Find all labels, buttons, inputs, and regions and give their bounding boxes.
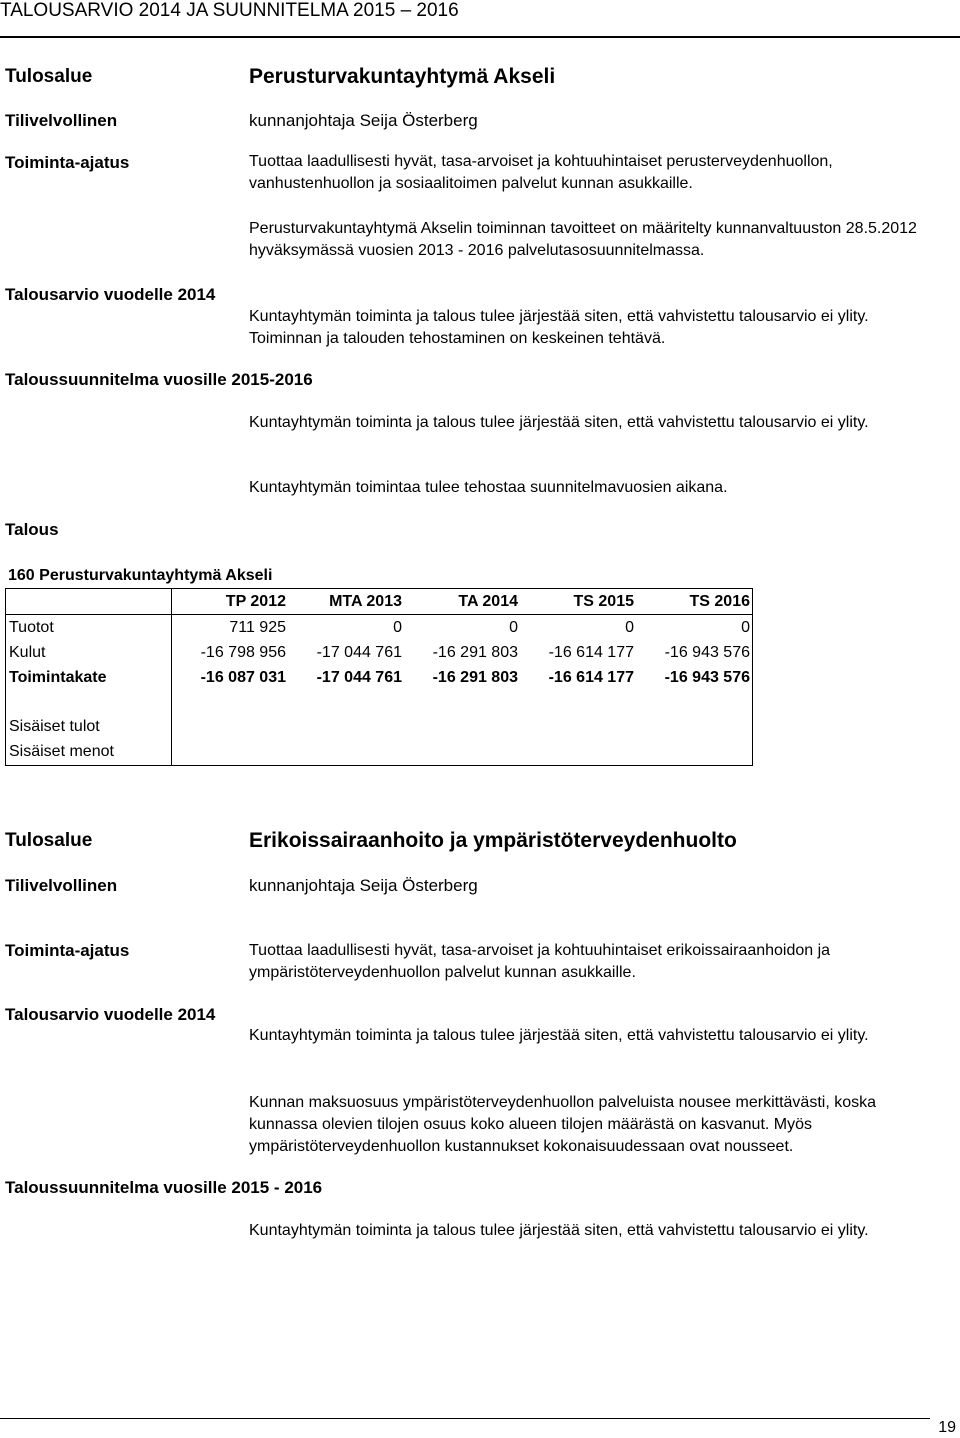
table-row-total bbox=[6, 665, 753, 690]
tavoitteet-text: Perusturvakuntayhtymä Akselin toiminnan tavoitteet on määritelty kunnanvaltuuston 28.5.2012 hyväksymässä vuosien 2013 - 2016 palvelutasosuunnitelmassa. bbox=[249, 220, 917, 259]
taloussuunnitelma-label: Taloussuunnitelma vuosille 2015-2016 bbox=[5, 370, 313, 389]
tilivelvollinen-value: kunnanjohtaja Seija Österberg bbox=[249, 111, 478, 130]
table-cell: -16 291 803 bbox=[432, 643, 518, 661]
table-cell: -16 943 576 bbox=[636, 665, 753, 690]
tulosalue-label: Tulosalue bbox=[5, 66, 93, 87]
tilivelvollinen-label: Tilivelvollinen bbox=[5, 876, 118, 895]
table-cell: -16 291 803 bbox=[432, 668, 518, 686]
table-cell: -17 044 761 bbox=[316, 668, 402, 686]
taloussuunnitelma-label: Taloussuunnitelma vuosille 2015 - 2016 bbox=[5, 1178, 323, 1197]
row-label: Tuotot bbox=[6, 615, 172, 641]
table-spacer-row bbox=[6, 690, 753, 715]
table-cell: 0 bbox=[393, 618, 402, 636]
row-label: Sisäiset tulot bbox=[6, 715, 172, 740]
talousarvio-text: Kuntayhtymän toiminta ja talous tulee järjestää siten, että vahvistettu talousarvio ei ylity. bbox=[249, 1027, 869, 1044]
toiminta-ajatus-label: Toiminta-ajatus bbox=[5, 941, 130, 960]
column-header: TS 2016 bbox=[636, 589, 753, 615]
table-caption: 160 Perusturvakuntayhtymä Akseli bbox=[8, 567, 273, 584]
talousarvio-text: Kuntayhtymän toiminta ja talous tulee järjestää siten, että vahvistettu talousarvio ei ylity. Toiminnan ja talouden tehostaminen on keskeinen tehtävä. bbox=[249, 308, 869, 347]
talousarvio-label: Talousarvio vuodelle 2014 bbox=[5, 285, 216, 304]
header-rule bbox=[0, 36, 960, 38]
table-row bbox=[6, 615, 753, 641]
page-number: 19 bbox=[938, 1419, 956, 1436]
tilivelvollinen-label: Tilivelvollinen bbox=[5, 111, 118, 130]
talous-label: Talous bbox=[5, 520, 59, 539]
table-row bbox=[6, 715, 753, 740]
toiminta-ajatus-text: Tuottaa laadullisesti hyvät, tasa-arvoiset ja kohtuuhintaiset erikoissairaanhoidon ja ympäristöterveydenhuollon palvelut kunnan asukkaille. bbox=[249, 942, 831, 981]
column-header: TP 2012 bbox=[172, 589, 289, 615]
tehostaminen-text: Kuntayhtymän toimintaa tulee tehostaa suunnitelmavuosien aikana. bbox=[249, 479, 728, 496]
table-cell: 711 925 bbox=[172, 615, 289, 641]
table-cell: -16 798 956 bbox=[172, 640, 289, 665]
tulosalue-value: Erikoissairaanhoito ja ympäristöterveydenhuolto bbox=[249, 829, 737, 852]
table-cell: -16 614 177 bbox=[548, 643, 634, 661]
table-cell: 0 bbox=[636, 615, 753, 641]
table-row bbox=[6, 640, 753, 665]
taloussuunnitelma-text: Kuntayhtymän toiminta ja talous tulee järjestää siten, että vahvistettu talousarvio ei ylity. bbox=[249, 1222, 869, 1239]
row-label: Sisäiset menot bbox=[6, 740, 172, 766]
talousarvio-label: Talousarvio vuodelle 2014 bbox=[5, 1005, 216, 1024]
column-header: TA 2014 bbox=[404, 589, 520, 615]
column-header: TS 2015 bbox=[520, 589, 636, 615]
toiminta-ajatus-label: Toiminta-ajatus bbox=[5, 153, 130, 172]
table-cell: -16 614 177 bbox=[548, 668, 634, 686]
table-header-row bbox=[6, 589, 753, 615]
document-header: TALOUSARVIO 2014 JA SUUNNITELMA 2015 – 2016 bbox=[0, 0, 459, 21]
row-label: Toimintakate bbox=[6, 665, 172, 690]
row-label: Kulut bbox=[6, 640, 172, 665]
tulosalue-value: Perusturvakuntayhtymä Akseli bbox=[249, 65, 556, 88]
table-cell: 0 bbox=[509, 618, 518, 636]
table-cell: -16 087 031 bbox=[172, 665, 289, 690]
table-cell: -17 044 761 bbox=[316, 643, 402, 661]
table-row bbox=[6, 740, 753, 766]
table-cell: 0 bbox=[625, 618, 634, 636]
footer-rule bbox=[0, 1418, 930, 1419]
tilivelvollinen-value: kunnanjohtaja Seija Österberg bbox=[249, 876, 478, 895]
table-cell: -16 943 576 bbox=[636, 640, 753, 665]
maksuosuus-text: Kunnan maksuosuus ympäristöterveydenhuollon palveluista nousee merkittävästi, koska kunnassa olevien tilojen osuus koko alueen tilojen määrästä on kasvanut. Myös ympäristöterveydenhuollon kustannukset kokonaisuudessaan ovat nousseet. bbox=[249, 1094, 877, 1155]
toiminta-ajatus-text: Tuottaa laadullisesti hyvät, tasa-arvoiset ja kohtuuhintaiset perusterveydenhuollon, vanhustenhuollon ja sosiaalitoimen palvelut kunnan asukkaille. bbox=[249, 153, 833, 192]
financial-table bbox=[5, 588, 753, 766]
table-corner bbox=[6, 589, 172, 615]
tulosalue-label: Tulosalue bbox=[5, 830, 93, 851]
column-header: MTA 2013 bbox=[288, 589, 404, 615]
taloussuunnitelma-text: Kuntayhtymän toiminta ja talous tulee järjestää siten, että vahvistettu talousarvio ei ylity. bbox=[249, 414, 869, 431]
